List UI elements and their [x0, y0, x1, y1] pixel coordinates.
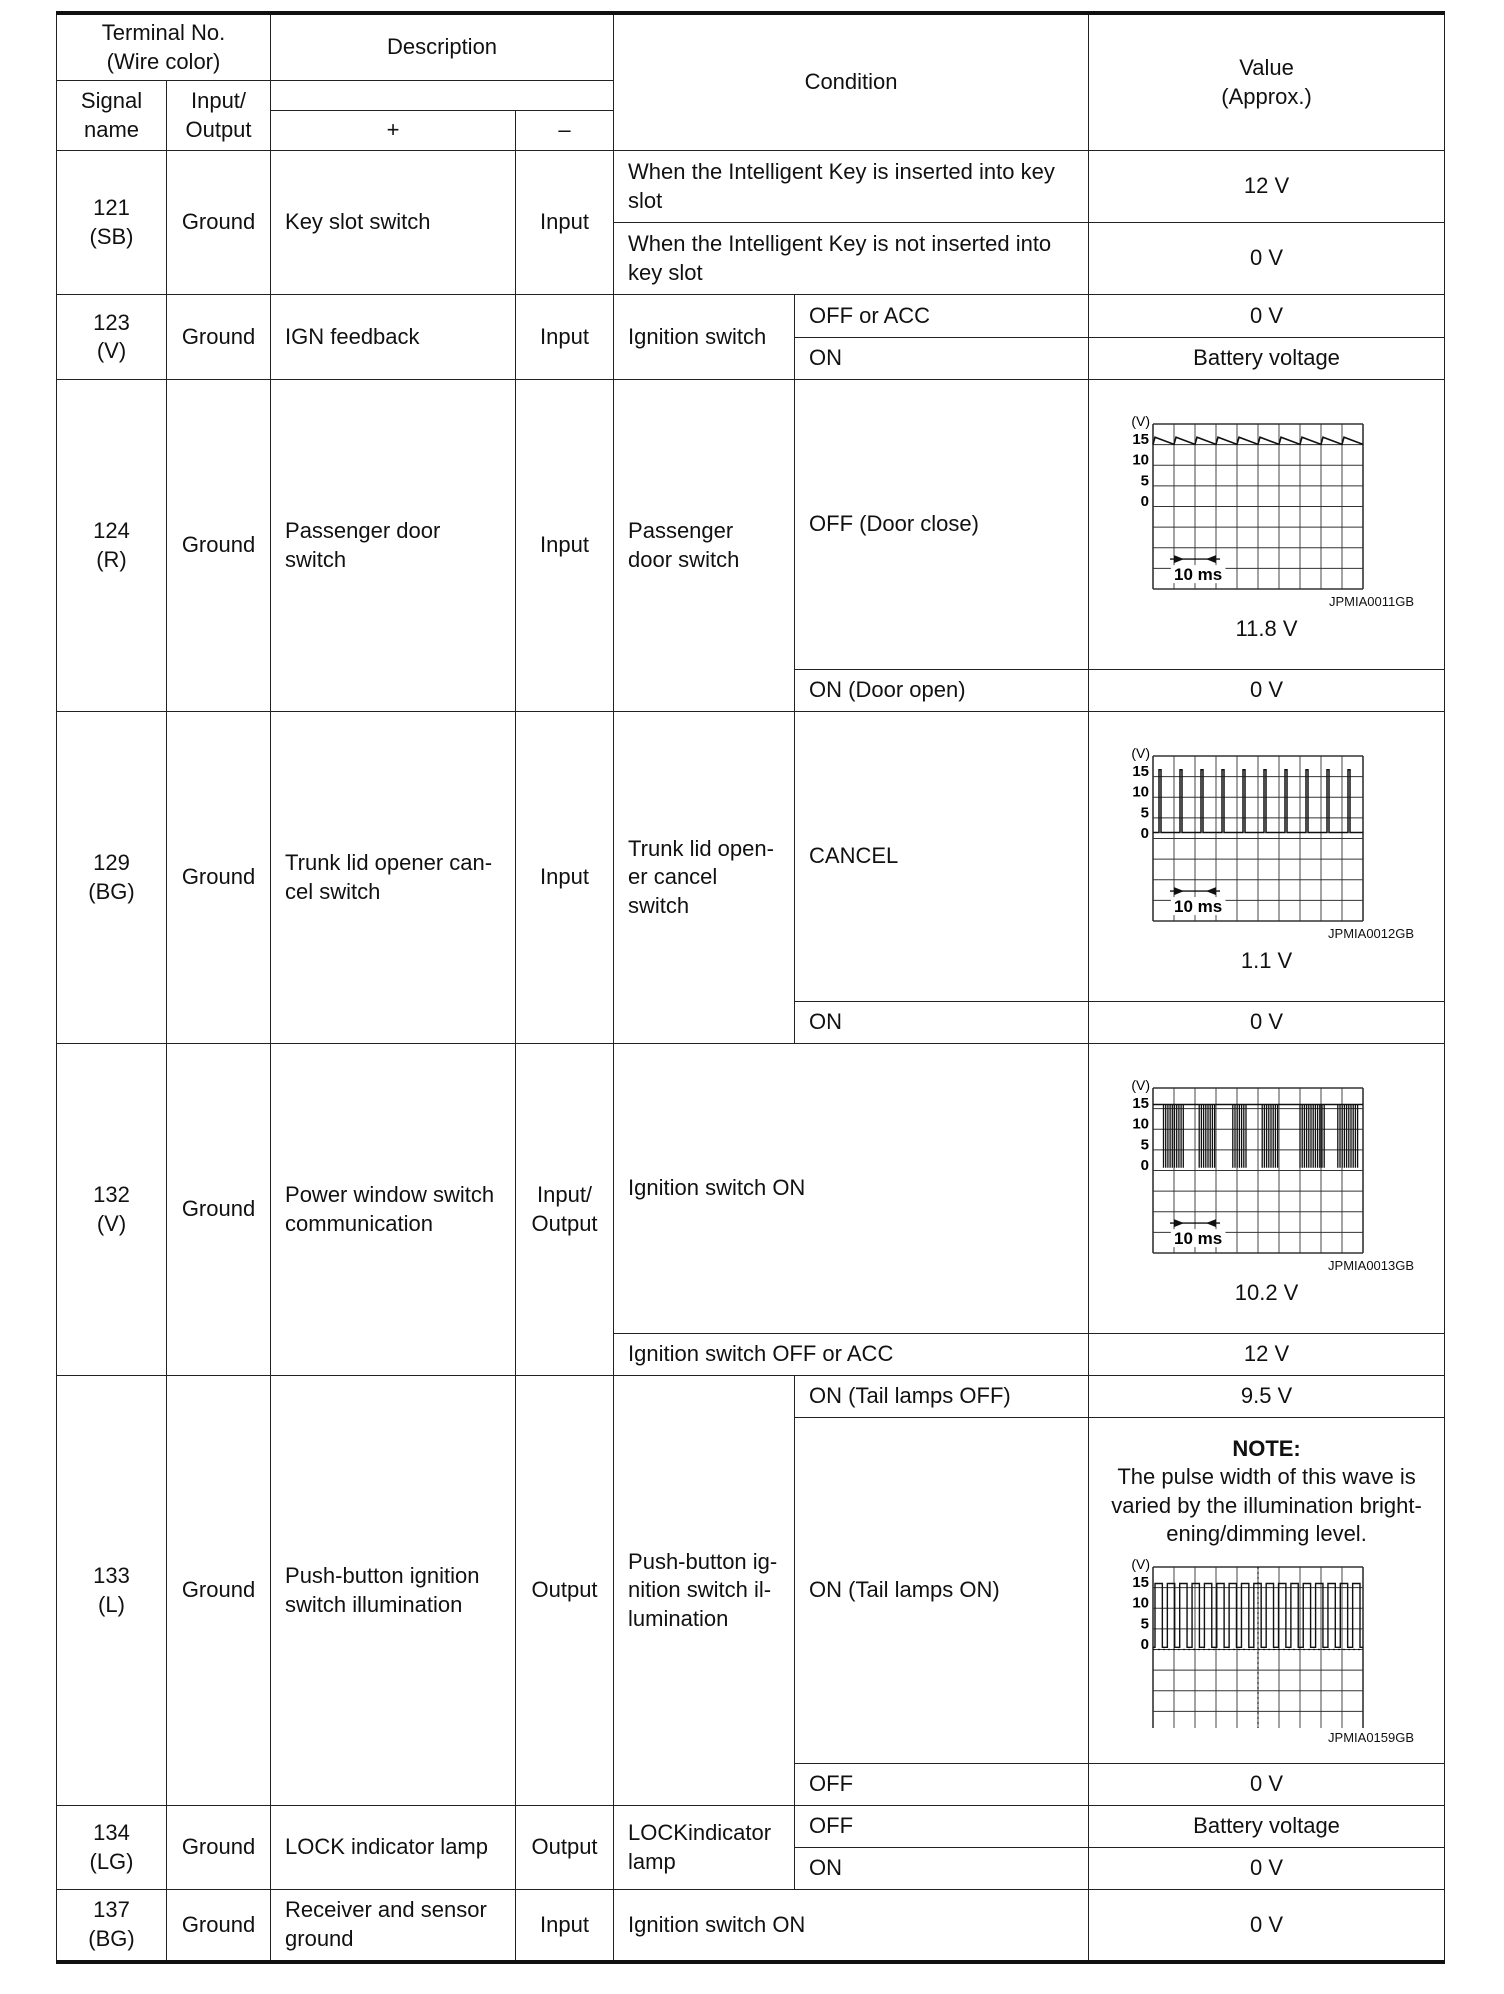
axis-tick-label: 5	[1140, 1615, 1149, 1633]
table-row	[57, 1890, 1445, 1962]
sub-condition-cell: OFF (Door close)	[795, 380, 1089, 670]
sub-condition-cell: ON	[795, 338, 1089, 380]
axis-unit-label: (V)	[1130, 744, 1150, 761]
time-base-arrow	[1174, 555, 1184, 563]
header-terminal: Terminal No. (Wire color)	[57, 13, 271, 81]
signal-name: Receiver and sensor ground	[271, 1890, 516, 1962]
condition-cell: Passenger door switch	[614, 380, 795, 712]
waveform-pulse-spikes	[1117, 742, 1417, 924]
axis-tick-label: 15	[1131, 1573, 1149, 1591]
header-io: Input/ Output	[167, 81, 271, 151]
axis-tick-label: 10	[1131, 451, 1149, 469]
terminal-no: 121 (SB)	[57, 151, 167, 295]
ground-cell: Ground	[167, 1376, 271, 1806]
ground-cell: Ground	[167, 151, 271, 295]
io-cell: Output	[516, 1806, 614, 1890]
io-cell: Input	[516, 380, 614, 712]
io-cell: Input	[516, 1890, 614, 1962]
table-row	[57, 712, 1445, 1002]
value-cell: 0 V	[1089, 1002, 1445, 1044]
ground-cell: Ground	[167, 712, 271, 1044]
condition-cell: Ignition switch ON	[614, 1890, 1089, 1962]
io-cell: Input	[516, 151, 614, 295]
table-row	[57, 380, 1445, 670]
condition-cell: When the Intelligent Key is not inserted into key slot	[614, 223, 1089, 295]
axis-tick-label: 15	[1131, 762, 1149, 780]
io-cell: Input	[516, 295, 614, 380]
table-row	[57, 151, 1445, 223]
sub-condition-cell: OFF	[795, 1764, 1089, 1806]
terminal-no: 129 (BG)	[57, 712, 167, 1044]
io-cell: Output	[516, 1376, 614, 1806]
value-cell: 0 V	[1089, 1890, 1445, 1962]
header-signal-name: Signal name	[57, 81, 167, 151]
signal-name: Trunk lid opener can- cel switch	[271, 712, 516, 1044]
waveform-communication	[1117, 1074, 1417, 1256]
axis-tick-label: 10	[1131, 1594, 1149, 1612]
header-description: Description	[271, 13, 614, 81]
value-text: 1.1 V	[1240, 947, 1293, 973]
value-cell	[1089, 1044, 1445, 1334]
table-row	[57, 1376, 1445, 1418]
value-cell: 0 V	[1089, 1848, 1445, 1890]
signal-name: Passenger door switch	[271, 380, 516, 712]
header-plus: +	[271, 111, 516, 151]
terminal-no: 137 (BG)	[57, 1890, 167, 1962]
condition-cell: Ignition switch	[614, 295, 795, 380]
time-base-label: 10 ms	[1173, 897, 1222, 917]
terminal-no: 124 (R)	[57, 380, 167, 712]
value-cell	[1089, 1418, 1445, 1764]
figure-id: JPMIA0013GB	[1328, 1257, 1415, 1273]
sub-condition-cell: OFF	[795, 1806, 1089, 1848]
condition-cell: Push-button ig- nition switch il- lumination	[614, 1376, 795, 1806]
value-cell: 0 V	[1089, 1764, 1445, 1806]
value-text: 10.2 V	[1234, 1279, 1299, 1305]
io-cell: Input	[516, 712, 614, 1044]
header-condition: Condition	[614, 13, 1089, 151]
signal-name: IGN feedback	[271, 295, 516, 380]
condition-cell: When the Intelligent Key is inserted into key slot	[614, 151, 1089, 223]
sub-condition-cell: ON	[795, 1848, 1089, 1890]
time-base-arrow	[1206, 1219, 1216, 1227]
value-cell: Battery voltage	[1089, 338, 1445, 380]
ground-cell: Ground	[167, 1890, 271, 1962]
value-cell: 0 V	[1089, 223, 1445, 295]
signal-name: LOCK indicator lamp	[271, 1806, 516, 1890]
value-cell: 12 V	[1089, 151, 1445, 223]
sub-condition-cell: OFF or ACC	[795, 295, 1089, 338]
note-text: The pulse width of this wave is varied by the illumination bright- ening/dimming level.	[1111, 1464, 1422, 1547]
ground-cell: Ground	[167, 1044, 271, 1376]
value-cell: 9.5 V	[1089, 1376, 1445, 1418]
axis-tick-label: 0	[1140, 1635, 1149, 1653]
axis-tick-label: 0	[1140, 824, 1149, 842]
signal-name: Power window switch communication	[271, 1044, 516, 1376]
axis-tick-label: 15	[1131, 430, 1149, 448]
terminal-no: 123 (V)	[57, 295, 167, 380]
figure-id: JPMIA0159GB	[1328, 1729, 1415, 1745]
terminal-no: 132 (V)	[57, 1044, 167, 1376]
time-base-label: 10 ms	[1173, 565, 1222, 585]
sub-condition-cell: ON (Tail lamps ON)	[795, 1418, 1089, 1764]
axis-unit-label: (V)	[1130, 1076, 1150, 1093]
axis-tick-label: 10	[1131, 1115, 1149, 1133]
value-cell	[1089, 380, 1445, 670]
value-cell	[1089, 712, 1445, 1002]
ground-cell: Ground	[167, 1806, 271, 1890]
axis-tick-label: 0	[1140, 1156, 1149, 1174]
ground-cell: Ground	[167, 380, 271, 712]
table-row	[57, 295, 1445, 338]
axis-tick-label: 5	[1140, 804, 1149, 822]
sub-condition-cell: ON (Door open)	[795, 670, 1089, 712]
condition-cell: LOCKindicator lamp	[614, 1806, 795, 1890]
value-cell: 0 V	[1089, 295, 1445, 338]
value-cell: 0 V	[1089, 670, 1445, 712]
value-cell: Battery voltage	[1089, 1806, 1445, 1848]
sub-condition-cell: ON	[795, 1002, 1089, 1044]
axis-unit-label: (V)	[1130, 412, 1150, 429]
condition-cell: Ignition switch OFF or ACC	[614, 1334, 1089, 1376]
header-minus: –	[516, 111, 614, 151]
waveform-pwm	[1117, 1553, 1417, 1728]
terminal-no: 134 (LG)	[57, 1806, 167, 1890]
header-value: Value (Approx.)	[1089, 13, 1445, 151]
time-base-label: 10 ms	[1173, 1229, 1222, 1249]
axis-tick-label: 0	[1140, 492, 1149, 510]
axis-tick-label: 15	[1131, 1094, 1149, 1112]
signal-name: Push-button ignition switch illumination	[271, 1376, 516, 1806]
sub-condition-cell: CANCEL	[795, 712, 1089, 1002]
value-cell: 12 V	[1089, 1334, 1445, 1376]
io-cell: Input/ Output	[516, 1044, 614, 1376]
terminal-table	[56, 11, 1445, 1964]
axis-unit-label: (V)	[1130, 1555, 1150, 1572]
time-base-arrow	[1174, 1219, 1184, 1227]
axis-tick-label: 5	[1140, 1136, 1149, 1154]
sub-condition-cell: ON (Tail lamps OFF)	[795, 1376, 1089, 1418]
figure-id: JPMIA0011GB	[1329, 593, 1415, 609]
signal-name: Key slot switch	[271, 151, 516, 295]
value-text: 11.8 V	[1235, 615, 1298, 641]
axis-tick-label: 10	[1131, 783, 1149, 801]
waveform-sawtooth	[1117, 410, 1417, 592]
time-base-arrow	[1206, 887, 1216, 895]
ground-cell: Ground	[167, 295, 271, 380]
condition-cell: Trunk lid open- er cancel switch	[614, 712, 795, 1044]
time-base-arrow	[1174, 887, 1184, 895]
time-base-arrow	[1206, 555, 1216, 563]
axis-tick-label: 5	[1140, 472, 1149, 490]
note-title: NOTE:	[1232, 1435, 1301, 1461]
terminal-no: 133 (L)	[57, 1376, 167, 1806]
table-row	[57, 1044, 1445, 1334]
figure-id: JPMIA0012GB	[1328, 925, 1415, 941]
table-row	[57, 1806, 1445, 1848]
condition-cell: Ignition switch ON	[614, 1044, 1089, 1334]
